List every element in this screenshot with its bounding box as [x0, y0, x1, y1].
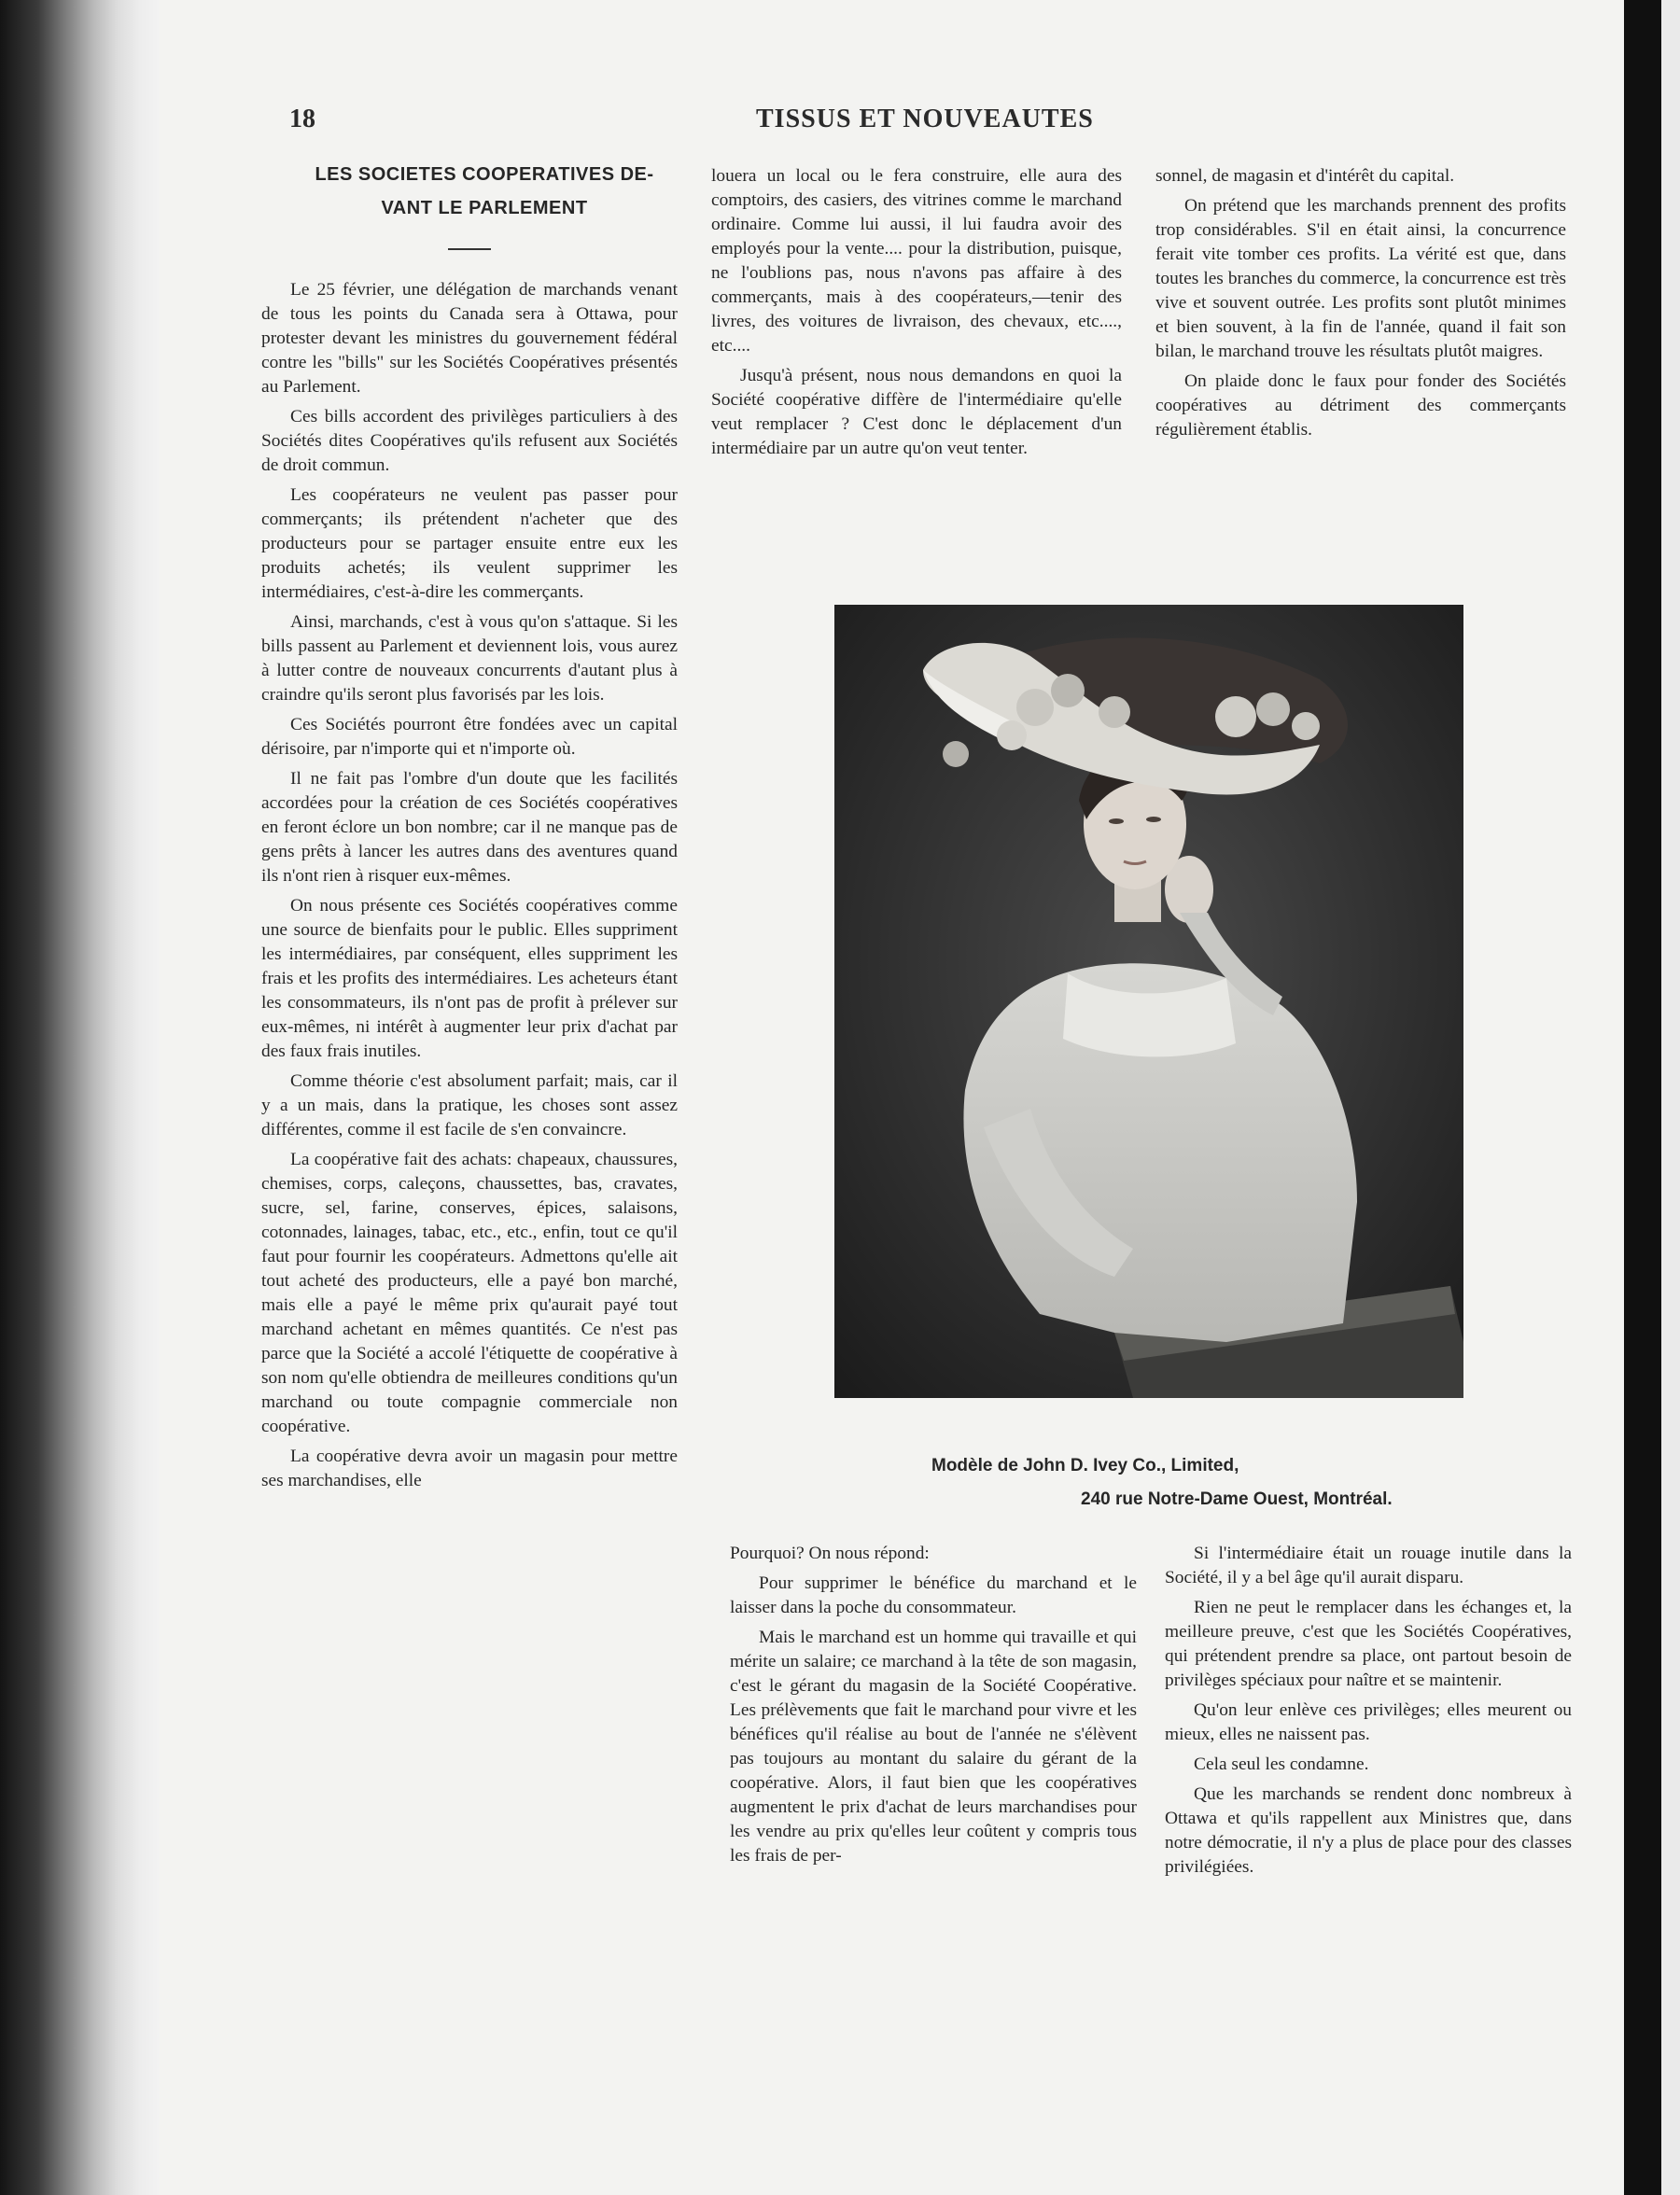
gutter-shadow [1624, 0, 1661, 2195]
column-3-bottom [1165, 1542, 1572, 1885]
paragraph: Cela seul les condamne. [1194, 1755, 1369, 1774]
woman-in-hat-illustration [834, 605, 1463, 1398]
paragraph: Ainsi, marchands, c'est à vous qu'on s'attaque. Si les bills passent au Parlement et deviennent lois, vous aurez à lutter contre de nouveaux concurrents d'autant plus à craindre qu'ils seront plus favorisés par les lois. [261, 612, 678, 705]
paragraph: Si l'intermédiaire était un rouage inutile dans la Société, il y a bel âge qu'il aurait disparu. [1165, 1544, 1572, 1587]
paragraph: Ces Sociétés pourront être fondées avec un capital dérisoire, par n'importe qui et n'importe où. [261, 715, 678, 759]
paragraph: Les coopérateurs ne veulent pas passer pour commerçants; ils prétendent n'acheter que des producteurs pour se partager ensuite entre eux les produits achetés; ils veulent supprimer les intermédiaires, c'est-à-dire les commerçants. [261, 485, 678, 602]
paragraph: On nous présente ces Sociétés coopératives comme une source de bienfaits pour le public. Elles suppriment les intermédiaires, par conséquent, elles suppriment les frais et les profits des intermédiaires. Les acheteurs étant les consommateurs, ils n'ont pas de profit à prélever sur eux-mêmes, ni intérêt à augmenter leur prix d'achat par des faux frais inutiles. [261, 896, 678, 1061]
paragraph: On prétend que les marchands prennent des profits trop considérables. S'il en était ainsi, la concurrence ferait vite tomber ces profits. La vérité est que, dans toutes les branches du commerce, la concurrence est très vive et souvent outrée. Les profits sont plutôt minimes et bien souvent, à la fin de l'année, quand il fait son bilan, le marchand trouve les résultats plutôt maigres. [1155, 196, 1566, 361]
photo-caption-line-1: Modèle de John D. Ivey Co., Limited, [931, 1456, 1239, 1475]
paragraph: Comme théorie c'est absolument parfait; mais, car il y a un mais, dans la pratique, les choses sont assez différentes, comme il est facile de s'en convaincre. [261, 1071, 678, 1139]
paragraph: Que les marchands se rendent donc nombreux à Ottawa et qu'ils rappellent aux Ministres que, dans notre démocratie, il n'y a plus de place pour des classes privilégiées. [1165, 1784, 1572, 1877]
paragraph: sonnel, de magasin et d'intérêt du capital. [1155, 166, 1455, 186]
fashion-photo [834, 605, 1463, 1398]
facing-page-edge [1661, 0, 1680, 2195]
magazine-page [159, 0, 1624, 2195]
photo-caption-line-2: 240 rue Notre-Dame Ouest, Montréal. [1081, 1489, 1393, 1509]
paragraph: Ces bills accordent des privilèges particuliers à des Sociétés dites Coopératives qu'ils refusent aux Sociétés de droit commun. [261, 407, 678, 475]
paragraph: Il ne fait pas l'ombre d'un doute que les facilités accordées pour la création de ces Sociétés coopératives en feront éclore un bon nombre; car il ne manque pas de gens prêts à lancer les autres dans des aventures quand ils n'ont rien à risquer eux-mêmes. [261, 769, 678, 886]
running-head: TISSUS ET NOUVEAUTES [756, 105, 1094, 133]
paragraph: Le 25 février, une délégation de marchands venant de tous les points du Canada sera à Ottawa, pour protester devant les ministres du gouvernement fédéral contre les "bills" sur les Sociétés Coopératives présentés au Parlement. [261, 280, 678, 397]
paragraph: Jusqu'à présent, nous nous demandons en quoi la Société coopérative diffère de l'intermédiaire qu'elle veut remplacer ? C'est donc le déplacement d'un intermédiaire par un autre qu'on veut tenter. [711, 366, 1122, 458]
paragraph: Pour supprimer le bénéfice du marchand et le laisser dans la poche du consommateur. [730, 1573, 1137, 1617]
column-3-top [1155, 164, 1566, 448]
column-2-top [711, 164, 1122, 467]
headline-line-2: VANT LE PARLEMENT [381, 198, 588, 218]
headline-rule [448, 248, 491, 250]
paragraph: La coopérative fait des achats: chapeaux, chaussures, chemises, corps, caleçons, chaussettes, bas, cravates, sucre, sel, farine, conserves, épices, salaisons, cotonnades, lainages, tabac, etc., etc., enfin, tout ce qu'il faut pour fournir les coopérateurs. Admettons qu'elle ait tout acheté des producteurs, elle a payé bon marché, mais elle a payé le même prix qu'aurait payé tout marchand achetant en mêmes quantités. Ce n'est pas parce que la Société a accolé l'étiquette de coopérative à son nom qu'elle obtiendra de meilleures conditions qu'un marchand ou toute compagnie commerciale non coopérative. [261, 1150, 678, 1436]
book-binding [0, 0, 159, 2195]
column-1 [261, 161, 678, 1499]
paragraph: Rien ne peut le remplacer dans les échanges et, la meilleure preuve, c'est que les Sociétés Coopératives, qui prétendent prendre sa place, ont partout besoin de privilèges spéciaux pour naître et se maintenir. [1165, 1598, 1572, 1690]
paragraph: On plaide donc le faux pour fonder des Sociétés coopératives au détriment des commerçants régulièrement établis. [1155, 371, 1566, 440]
column-2-bottom [730, 1542, 1137, 1874]
paragraph: Mais le marchand est un homme qui travaille et qui mérite un salaire; ce marchand à la tête de son magasin, c'est le gérant du magasin de la Société Coopérative. Les prélèvements que fait le marchand pour vivre et les bénéfices qu'il réalise au bout de l'année ne s'élèvent pas toujours au montant du salaire du gérant de la coopérative. Alors, il faut bien que les coopératives augmentent le prix d'achat de leurs marchandises pour les vendre au prix qu'elles leur coûtent y compris tous les frais de per- [730, 1628, 1137, 1866]
paragraph: Qu'on leur enlève ces privilèges; elles meurent ou mieux, elles ne naissent pas. [1165, 1700, 1572, 1744]
page-number: 18 [289, 105, 315, 133]
paragraph: La coopérative devra avoir un magasin pour mettre ses marchandises, elle [261, 1447, 678, 1490]
headline-line-1: LES SOCIETES COOPERATIVES DE- [315, 164, 654, 185]
paragraph: Pourquoi? On nous répond: [730, 1544, 930, 1563]
paragraph: louera un local ou le fera construire, elle aura des comptoirs, des casiers, des vitrines comme le marchand ordinaire. Comme lui aussi, il lui faudra avoir des employés pour la vente.... pour la distribution, puisque, ne l'oublions pas, nous n'avons pas affaire à des commerçants, mais à des coopérateurs,—tenir des livres, des voitures de livraison, des chevaux, etc...., etc.... [711, 166, 1122, 356]
